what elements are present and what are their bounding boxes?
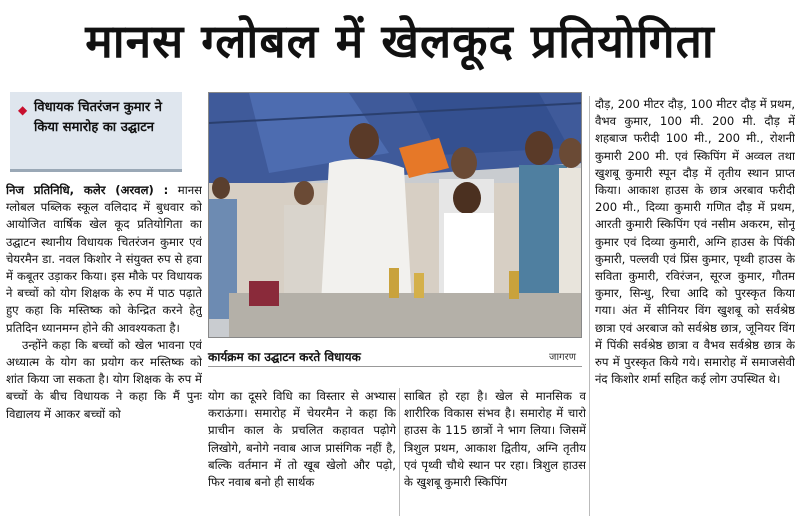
paragraph-3: योग का दूसरे विधि का विस्तार से अभ्यास कराऊंगा। समारोह में चेयरमैन ने कहा कि प्राचीन काल के प्रचलित कहावत पढ़ोगे लिखोगे, बनोगे नवाब आज प्रासंगिक नहीं है, बल्कि वर्तमान में तो खूब खेलो और पढ़ो, फिर नवाब बनो ही सार्थक [208,389,396,490]
paragraph-2: उन्होंने कहा कि बच्चों को खेल भावना एवं अध्यात्म के योग का प्रयोग कर मस्तिष्क को शांत किया जा सकता है। योग शिक्षक के रुप में बच्चों के बीच विधायक ने कहा कि मैं पुनः विद्यालय में आकर बच्चों को [6,337,202,421]
column-rule [399,388,400,516]
event-photo [208,92,582,338]
article-column-4 [595,96,795,516]
paragraph-5: दौड़, 200 मीटर दौड़, 100 मीटर दौड़ में प्रथम, वैभव कुमार, 100 मी. 200 मी. दौड़ में शहबाज फरीदी 100 मी., 200 मी., रोशनी कुमारी 200 मी. एवं स्किपिंग में अव्वल तथा खुशबू कुमारी स्पून दौड़ में तृतीय स्थान प्राप्त किया। आकाश हाउस के छात्र अरबाव फरीदी 200 मी., दिव्या कुमारी गणित दौड़ में प्रथम, आरती कुमारी स्किपिंग एवं नसीम अकरम, सोनू कुमार एवं दिव्या कुमारी, अग्नि हाउस के पिंकी कुमारी, पल्लवी एवं प्रिंस कुमार, पृथ्वी हाउस के सविता कुमारी, रविरंजन, सूरज कुमार, गौतम कुमार, सिन्धु, रिचा आदि को पुरस्कृत किया गया। अंत में सीनियर विंग खुशबू को सर्वश्रेष्ठ छात्रा एवं अरबाज को सर्वश्रेष्ठ छात्र, जूनियर विंग में पिंकी सर्वश्रेष्ठ छात्रा व वैभव सर्वश्रेष्ठ छात्र के रुप में पुरस्कृत किये गये। समारोह में समाजसेवी नंद किशोर शर्मा सहित कई लोग उपस्थित थे। [595,97,795,387]
byline: निज प्रतिनिधि, कलेर (अरवल) : [6,183,169,197]
paragraph-1: मानस ग्लोबल पब्लिक स्कूल वलिदाद में बुधवार को आयोजित वार्षिक खेल कूद प्रतियोगिता का उद्घाटन स्थानीय विधायक चितरंजन कुमार एवं चेयरमैन डा. नवल किशोर ने संयुक्त रुप से हवा में कबूतर उड़ाकर किया। इस मौके पर विधायक ने बच्चों को योग शिक्षक के रुप में पाठ पढ़ाते हुए कहा कि मस्तिष्क को केन्द्रित करने हेतु प्रतिदिन ध्यानमग्न होने की आवश्यकता है। [6,183,202,335]
caption-row [208,346,582,367]
photo-credit: जागरण [549,352,576,363]
deck-text: विधायक चितरंजन कुमार ने किया समारोह का उद्घाटन [34,100,162,135]
column-rule [589,96,590,516]
article-column-3 [404,388,586,516]
headline: मानस ग्लोबल में खेलकूद प्रतियोगिता [85,14,715,68]
article-column-2 [208,388,396,516]
deck-box [10,92,182,172]
diamond-bullet-icon: ◆ [18,103,28,117]
article-column-1 [6,182,202,516]
photo-illustration [209,93,582,338]
photo-caption: कार्यक्रम का उद्घाटन करते विधायक [208,350,361,364]
paragraph-4: साबित हो रहा है। खेल से मानसिक व शारीरिक विकास संभव है। समारोह में चारो हाउस के 115 छात्रों ने भाग लिया। जिसमें त्रिशुल प्रथम, आकाश द्वितीय, अग्नि तृतीय एवं पृथ्वी चौथे स्थान पर रहा। त्रिशुल हाउस के खुशबू कुमारी स्किपिंग [404,389,586,490]
